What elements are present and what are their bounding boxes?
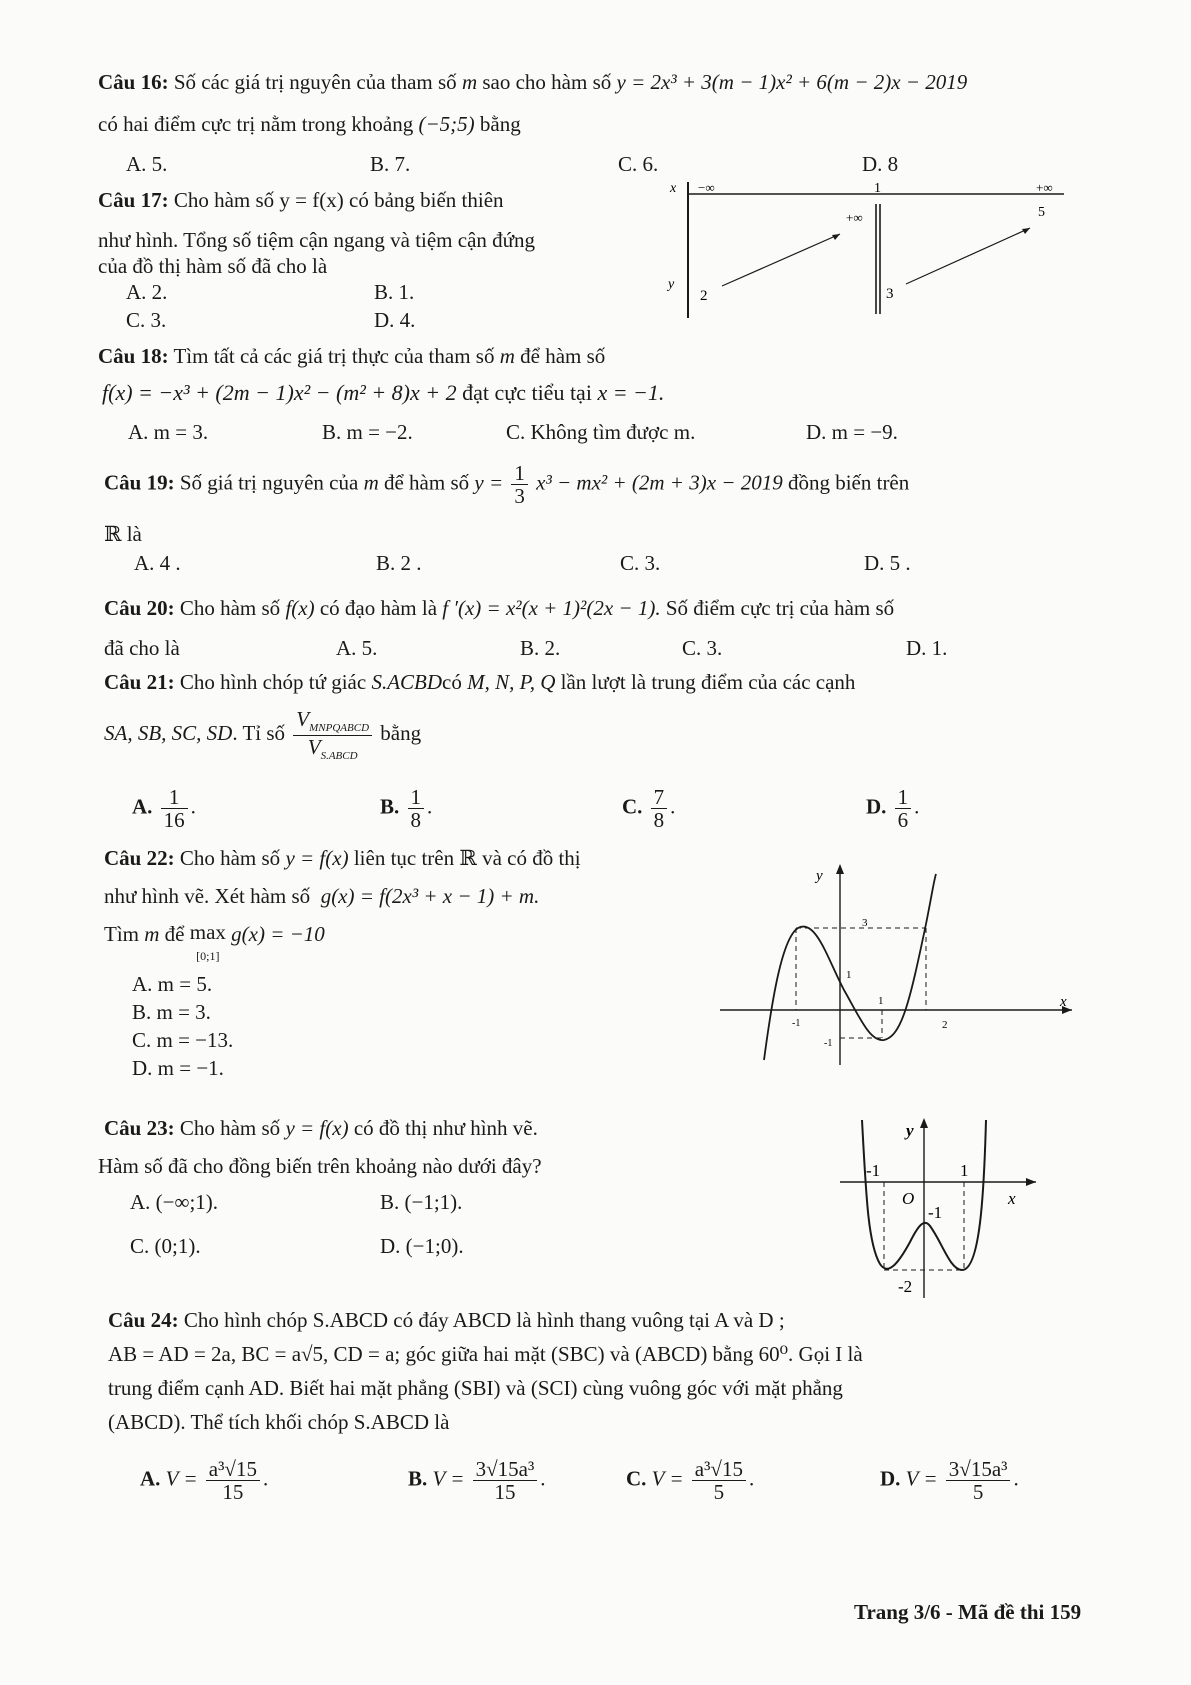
- q21-d-num: 1: [895, 786, 912, 809]
- q17-line2: như hình. Tổng số tiệm cận ngang và tiệm cận đứng: [98, 228, 536, 252]
- q21-d-den: 6: [897, 808, 909, 833]
- q16-text1: Số các giá trị nguyên của tham số: [173, 70, 457, 94]
- q23-label-neg2-y: -2: [898, 1277, 913, 1296]
- q17-option-d: D. 4.: [374, 308, 416, 332]
- q24-c-num: a³√15: [692, 1458, 746, 1481]
- q21-option-d-frac: [895, 786, 912, 831]
- q23-x-axis-label: x: [1008, 1189, 1016, 1208]
- q24-option-d: D. V = $\frac{\text{3√15a³}}{5}$ .: [880, 1457, 1019, 1505]
- q21-ratio-den: [293, 736, 372, 763]
- q21-ratio-num-sub: MNPQABCD: [309, 722, 370, 735]
- q21-solid: S.ACBD: [371, 670, 443, 694]
- q21-option-c-letter: C.: [622, 794, 643, 819]
- q22-option-b: B. m = 3.: [132, 1000, 211, 1024]
- q22-label-1-y: 1: [846, 969, 852, 981]
- q20-formula: f ′(x) = x²(x + 1)²(2x − 1).: [442, 596, 661, 620]
- q22-line3: [104, 922, 325, 964]
- q23-label-neg1-x: -1: [866, 1161, 881, 1180]
- q22-graph: [720, 860, 1080, 1070]
- q22-line1a: Cho hàm số: [179, 846, 281, 870]
- q22-label-2: 2: [942, 1019, 948, 1031]
- q23-text1: Cho hàm số: [179, 1116, 281, 1140]
- q17-line3: của đồ thị hàm số đã cho là: [98, 254, 328, 278]
- q23-label-1-x: 1: [960, 1161, 969, 1180]
- q23-graph: [840, 1114, 1040, 1300]
- q21-option-b-letter: B.: [380, 794, 400, 819]
- q17-y-left-end: +∞: [846, 210, 863, 225]
- q16-line1: [98, 70, 967, 94]
- q22-line1: [104, 846, 581, 870]
- q24-option-c-lhs: V =: [651, 1466, 684, 1491]
- q18-option-d: D. m = −9.: [806, 420, 898, 444]
- q20-option-c: C. 3.: [682, 636, 723, 660]
- q21-ratio: [293, 708, 372, 762]
- q19-frac-num: 1: [511, 462, 528, 485]
- q21-option-c-frac: [651, 786, 668, 831]
- q23-y-axis-label: y: [906, 1121, 914, 1140]
- q24-b-num: 3√15a³: [473, 1458, 538, 1481]
- q19-option-d: D. 5 .: [864, 551, 911, 575]
- q24-option-a-frac: [206, 1458, 260, 1503]
- q22-line2: [104, 884, 539, 908]
- q21-text2: có: [442, 670, 462, 694]
- q21-c-num: 7: [651, 786, 668, 809]
- q17-option-b: B. 1.: [374, 280, 415, 304]
- q23-text2: có đồ thị như hình vẽ.: [353, 1116, 538, 1140]
- q22-line3f: g(x) = −10: [231, 922, 325, 946]
- q22-x-axis-label: x: [1060, 994, 1067, 1010]
- q18-line2: [102, 380, 664, 405]
- q18-text2: để hàm số: [520, 344, 606, 368]
- q23-formula: y = f(x): [285, 1116, 349, 1140]
- q24-option-d-letter: D.: [880, 1466, 901, 1491]
- q22-line3b: m: [144, 922, 160, 946]
- q21-ratio-num: [293, 708, 372, 736]
- q21-points: M, N, P, Q: [467, 670, 556, 694]
- q22-label-3: 3: [862, 917, 868, 929]
- q24-option-d-lhs: V =: [905, 1466, 938, 1491]
- q20-label: Câu 20:: [104, 596, 175, 620]
- q21-option-c: C. $\frac{7}{8}$ .: [622, 785, 676, 833]
- q24-label: Câu 24:: [108, 1308, 179, 1332]
- q21-option-b: B. $\frac{1}{8}$ .: [380, 785, 433, 833]
- q21-b-num: 1: [408, 786, 425, 809]
- q21-option-a-letter: A.: [132, 794, 153, 819]
- q17-x-mid: 1: [874, 181, 881, 196]
- q20-option-d: D. 1.: [906, 636, 948, 660]
- q18-line1: [98, 344, 605, 368]
- q17-text1: Cho hàm số y = f(x) có bảng biến thiên: [173, 188, 504, 212]
- q24-option-b-lhs: V =: [432, 1466, 465, 1491]
- q23-option-c: C. (0;1).: [130, 1234, 201, 1258]
- q17-y-left-start: 2: [700, 288, 708, 304]
- q19-lhs: y =: [474, 470, 504, 495]
- q16-var-m: m: [461, 70, 478, 94]
- q19-option-b: B. 2 .: [376, 551, 422, 575]
- q21-text4: . Tỉ số: [232, 721, 286, 746]
- q21-label: Câu 21:: [104, 670, 175, 694]
- q24-d-den: 5: [972, 1480, 984, 1505]
- q19-label: Câu 19:: [104, 470, 175, 495]
- q21-text3: lần lượt là trung điểm của các cạnh: [560, 670, 856, 694]
- q22-line2b: g(x) = f(2x³ + x − 1) + m.: [320, 884, 540, 908]
- q19-fraction: [511, 462, 528, 507]
- q22-y-axis-label: y: [816, 868, 823, 884]
- q16-option-d: D. 8: [862, 152, 899, 176]
- q17-option-c: C. 3.: [126, 308, 167, 332]
- page-footer: Trang 3/6 - Mã đề thi 159: [854, 1600, 1082, 1624]
- q19-option-a: A. 4 .: [134, 551, 181, 575]
- q20-text2: có đạo hàm là: [319, 596, 438, 620]
- q22-option-c: C. m = −13.: [132, 1028, 234, 1052]
- q21-ratio-den-v: V: [307, 734, 321, 759]
- q20-line2: đã cho là: [104, 636, 180, 660]
- q16-text4: bằng: [479, 112, 521, 136]
- q23-origin-label: O: [902, 1189, 915, 1208]
- q21-a-num: 1: [161, 786, 188, 809]
- q19-frac-den: 3: [514, 484, 525, 509]
- q18-label: Câu 18:: [98, 344, 169, 368]
- q21-option-b-frac: [408, 786, 425, 831]
- q24-option-c-frac: [692, 1458, 746, 1503]
- q24-option-b-letter: B.: [408, 1466, 428, 1491]
- q21-text1: Cho hình chóp tứ giác: [179, 670, 367, 694]
- q23-option-a: A. (−∞;1).: [130, 1190, 219, 1214]
- q17-y-right-end: 5: [1038, 205, 1045, 220]
- q24-line3: trung điểm cạnh AD. Biết hai mặt phẳng (SBI) và (SCI) cùng vuông góc với mặt phẳng: [108, 1376, 843, 1400]
- q16-formula: y = 2x³ + 3(m − 1)x² + 6(m − 2)x − 2019: [616, 70, 968, 94]
- q20-text3: Số điểm cực trị của hàm số: [665, 596, 895, 620]
- q24-d-num: 3√15a³: [946, 1458, 1011, 1481]
- q19-formula-rest: x³ − mx² + (2m + 3)x − 2019: [536, 470, 783, 495]
- q22-option-a: A. m = 5.: [132, 972, 213, 996]
- q22-option-d: D. m = −1.: [132, 1056, 224, 1080]
- q17-y-label: y: [668, 277, 675, 292]
- q18-option-b: B. m = −2.: [322, 420, 413, 444]
- q17-line1: [98, 188, 504, 212]
- q17-option-a: A. 2.: [126, 280, 168, 304]
- q24-line2: AB = AD = 2a, BC = a√5, CD = a; góc giữa hai mặt (SBC) và (ABCD) bằng 60⁰. Gọi I là: [108, 1342, 863, 1366]
- q18-option-a: A. m = 3.: [128, 420, 209, 444]
- q16-line2: [98, 112, 521, 136]
- q22-label-neg1-y: -1: [824, 1038, 833, 1049]
- q19-text2: để hàm số: [383, 470, 470, 495]
- q24-option-a: A. V = $\frac{\text{a³√15}}{15}$ .: [140, 1457, 269, 1505]
- q24-text1: Cho hình chóp S.ABCD có đáy ABCD là hình thang vuông tại A và D ;: [183, 1308, 785, 1332]
- q22-label: Câu 22:: [104, 846, 175, 870]
- q17-y-right-start: 3: [886, 286, 894, 302]
- q18-cond: x = −1.: [597, 380, 665, 405]
- q20-option-b: B. 2.: [520, 636, 561, 660]
- q21-option-a-frac: [161, 786, 188, 831]
- q17-label: Câu 17:: [98, 188, 169, 212]
- q21-option-a: A. $\frac{1}{16}$ .: [132, 785, 196, 833]
- q18-var-m: m: [499, 344, 515, 368]
- q20-option-a: A. 5.: [336, 636, 378, 660]
- q24-option-a-letter: A.: [140, 1466, 161, 1491]
- q18-formula: f(x) = −x³ + (2m − 1)x² − (m² + 8)x + 2: [102, 380, 457, 405]
- q19-option-c: C. 3.: [620, 551, 661, 575]
- q24-line1: [108, 1308, 785, 1332]
- q21-a-den: 16: [163, 808, 185, 833]
- q24-a-den: 15: [222, 1480, 244, 1505]
- q23-line1: [104, 1116, 538, 1140]
- q21-ratio-den-sub: S.ABCD: [320, 749, 358, 762]
- q22-max: [190, 922, 226, 964]
- q21-line2: [104, 708, 421, 762]
- q17-x-label: x: [670, 181, 677, 196]
- q21-option-d: D. $\frac{1}{6}$ .: [866, 785, 920, 833]
- q16-label: Câu 16:: [98, 70, 169, 94]
- q24-option-a-lhs: V =: [165, 1466, 198, 1491]
- q22-label-neg1-x: -1: [792, 1018, 801, 1029]
- q23-option-b: B. (−1;1).: [380, 1190, 463, 1214]
- q17-x-neg-inf: −∞: [698, 180, 715, 195]
- q22-max-op: max: [189, 920, 226, 944]
- q22-line1b: y = f(x): [285, 846, 349, 870]
- q17-x-pos-inf: +∞: [1036, 180, 1053, 195]
- q16-option-a: A. 5.: [126, 152, 168, 176]
- q24-c-den: 5: [713, 1480, 725, 1505]
- q24-option-c: C. V = $\frac{\text{a³√15}}{5}$ .: [626, 1457, 755, 1505]
- q18-option-c: C. Không tìm được m.: [506, 420, 696, 444]
- q24-b-den: 15: [494, 1480, 516, 1505]
- q19-text3: đồng biến trên: [787, 470, 910, 495]
- q19-line2: ℝ là: [104, 522, 142, 546]
- q24-option-b-frac: [473, 1458, 538, 1503]
- q16-option-c: C. 6.: [618, 152, 659, 176]
- q21-line1: [104, 670, 855, 694]
- q16-text2: sao cho hàm số: [482, 70, 612, 94]
- q21-edges: SA, SB, SC, SD: [104, 721, 233, 746]
- q22-line1c: liên tục trên ℝ và có đồ thị: [353, 846, 581, 870]
- q24-line4: (ABCD). Thể tích khối chóp S.ABCD là: [108, 1410, 450, 1434]
- q22-label-1-x: 1: [878, 995, 884, 1007]
- q23-line2: Hàm số đã cho đồng biến trên khoảng nào dưới đây?: [98, 1154, 542, 1178]
- q24-a-num: a³√15: [206, 1458, 260, 1481]
- q16-interval: (−5;5): [418, 112, 475, 136]
- q21-b-den: 8: [410, 808, 422, 833]
- q24-option-c-letter: C.: [626, 1466, 647, 1491]
- q23-option-d: D. (−1;0).: [380, 1234, 464, 1258]
- q20-text1: Cho hàm số: [179, 596, 281, 620]
- q21-option-d-letter: D.: [866, 794, 887, 819]
- q16-option-b: B. 7.: [370, 152, 411, 176]
- q18-text1: Tìm tất cả các giá trị thực của tham số: [173, 344, 495, 368]
- q16-text3: có hai điểm cực trị nằm trong khoảng: [98, 112, 414, 136]
- q21-text5: bằng: [380, 721, 422, 746]
- q19-var-m: m: [363, 470, 379, 495]
- q22-line3c: để: [164, 922, 185, 946]
- q22-max-range: [0;1]: [196, 949, 220, 963]
- q21-c-den: 8: [653, 808, 665, 833]
- q21-ratio-num-v: V: [296, 707, 310, 731]
- q24-option-b: B. V = $\frac{\text{3√15a³}}{15}$ .: [408, 1457, 546, 1505]
- q20-fx: f(x): [285, 596, 315, 620]
- q23-label: Câu 23:: [104, 1116, 175, 1140]
- q24-option-d-frac: [946, 1458, 1011, 1503]
- q17-variation-table: [660, 176, 1070, 324]
- q23-label-neg1-y: -1: [928, 1203, 943, 1222]
- q22-line3a: Tìm: [104, 922, 139, 946]
- q18-text3: đạt cực tiểu tại: [462, 380, 592, 405]
- q22-line2a: như hình vẽ. Xét hàm số: [104, 884, 311, 908]
- q19-text1: Số giá trị nguyên của: [179, 470, 359, 495]
- q19-line1: [104, 462, 909, 507]
- q20-line1: [104, 596, 894, 620]
